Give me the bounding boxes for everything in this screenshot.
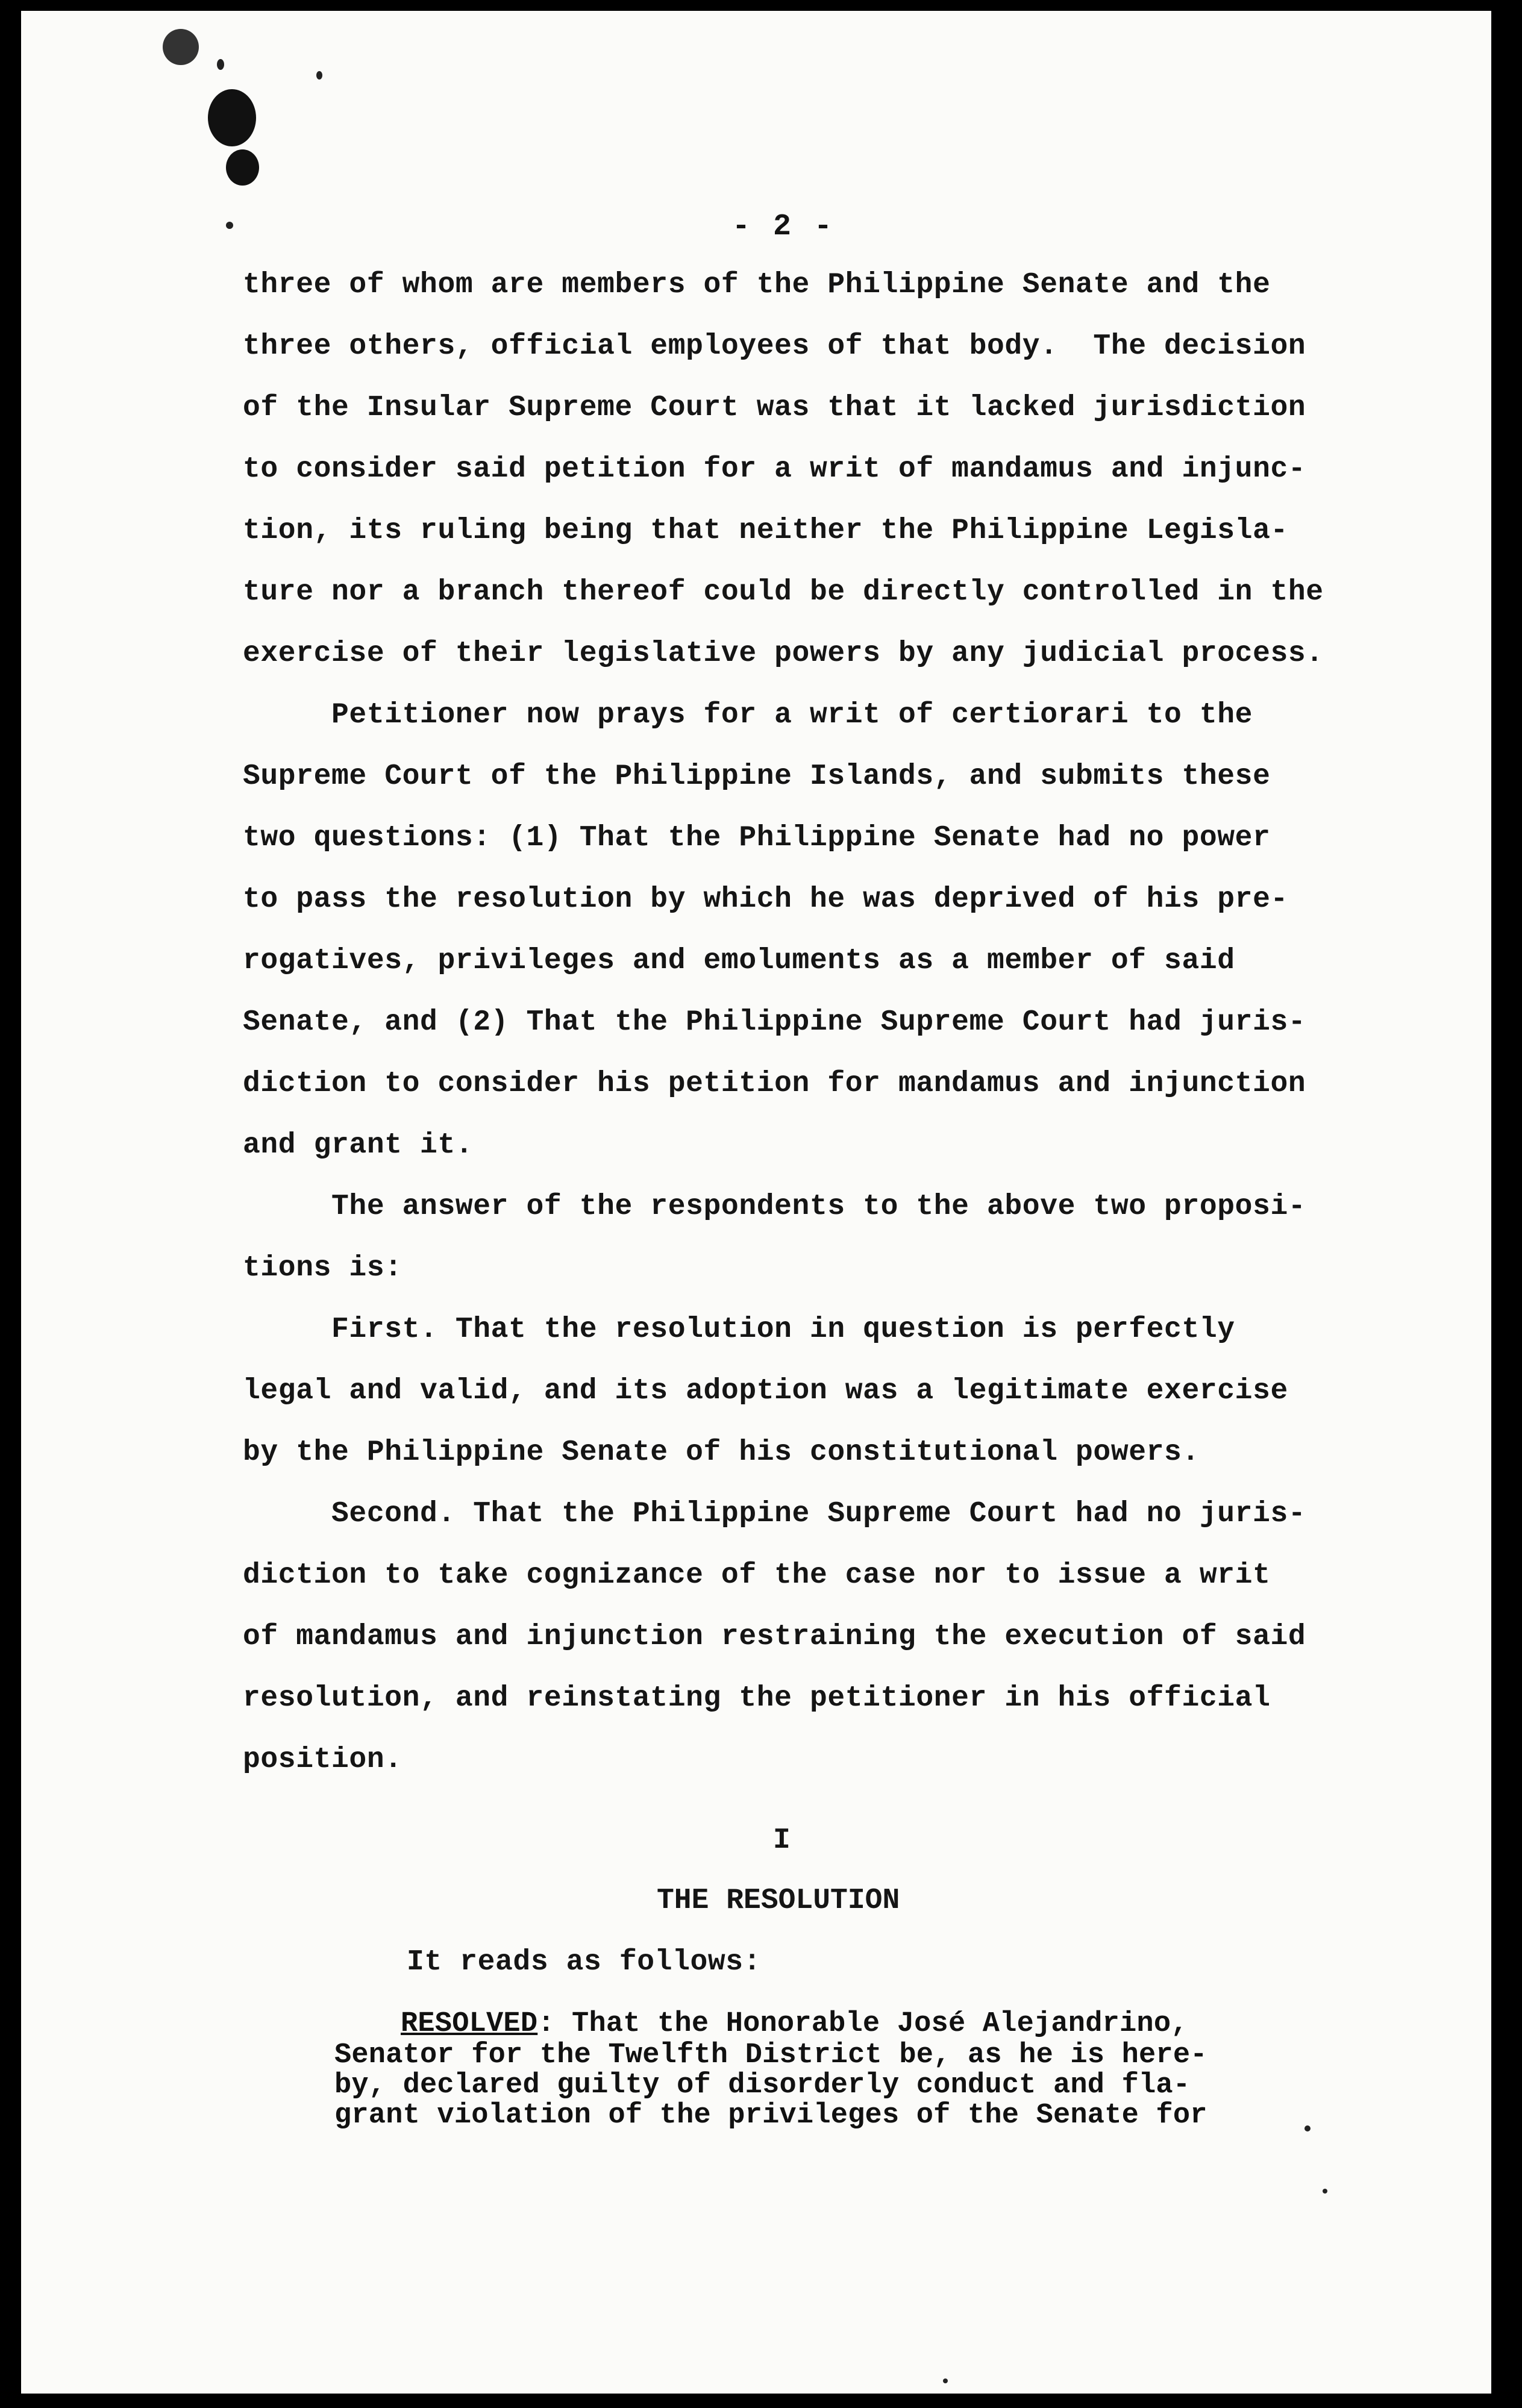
text-line: tions is:: [243, 1252, 402, 1284]
text-line: First. That the resolution in question is perfectly: [243, 1313, 1235, 1346]
ink-speck: [1304, 2125, 1311, 2131]
document-page: [21, 11, 1491, 2394]
ink-speck: [1323, 2189, 1327, 2194]
ink-speck: [316, 71, 322, 80]
text-line: and grant it.: [243, 1129, 474, 1162]
text-line: to consider said petition for a writ of mandamus and injunc-: [243, 453, 1306, 486]
text-line: The answer of the respondents to the above two proposi-: [243, 1190, 1306, 1223]
quote-text: : That the Honorable José Alejandrino,: [537, 2008, 1188, 2040]
text-line: legal and valid, and its adoption was a legitimate exercise: [243, 1375, 1288, 1407]
intro-line: It reads as follows:: [407, 1946, 762, 1978]
text-line: Petitioner now prays for a writ of certiorari to the: [243, 699, 1253, 731]
quote-line: [401, 2010, 1188, 2038]
quote-line: grant violation of the privileges of the Senate for: [334, 2100, 1207, 2131]
text-line: Supreme Court of the Philippine Islands, and submits these: [243, 760, 1271, 793]
text-line: rogatives, privileges and emoluments as a member of said: [243, 945, 1235, 977]
text-line: Second. That the Philippine Supreme Court had no juris-: [243, 1498, 1306, 1530]
ink-speck: [943, 2378, 948, 2383]
section-title: THE RESOLUTION: [657, 1884, 900, 1917]
ink-speck: [226, 222, 233, 229]
ink-blot: [208, 89, 256, 146]
text-line: position.: [243, 1743, 402, 1776]
text-line: three others, official employees of that body. The decision: [243, 330, 1306, 363]
text-line: diction to take cognizance of the case nor to issue a writ: [243, 1559, 1271, 1592]
text-line: of mandamus and injunction restraining the execution of said: [243, 1621, 1306, 1653]
text-line: tion, its ruling being that neither the Philippine Legisla-: [243, 514, 1288, 547]
page-number: - 2 -: [732, 210, 835, 244]
text-line: resolution, and reinstating the petitioner in his official: [243, 1682, 1271, 1715]
text-line: diction to consider his petition for mandamus and injunction: [243, 1068, 1306, 1100]
ink-blot: [163, 29, 199, 65]
text-line: to pass the resolution by which he was deprived of his pre-: [243, 883, 1288, 916]
text-line: by the Philippine Senate of his constitutional powers.: [243, 1436, 1200, 1469]
ink-blot: [226, 149, 259, 186]
quote-line: Senator for the Twelfth District be, as he is here-: [334, 2039, 1207, 2071]
text-line: exercise of their legislative powers by any judicial process.: [243, 637, 1324, 670]
text-line: of the Insular Supreme Court was that it lacked jurisdiction: [243, 392, 1306, 424]
ink-speck: [217, 59, 224, 70]
resolved-label: RESOLVED: [401, 2008, 538, 2040]
text-line: two questions: (1) That the Philippine Senate had no power: [243, 822, 1271, 854]
scan-border: [1491, 0, 1522, 2408]
text-line: ture nor a branch thereof could be directly controlled in the: [243, 576, 1324, 608]
section-numeral: I: [773, 1824, 791, 1857]
text-line: three of whom are members of the Philippine Senate and the: [243, 269, 1271, 301]
quote-line: by, declared guilty of disorderly conduct and fla-: [334, 2069, 1191, 2101]
text-line: Senate, and (2) That the Philippine Supreme Court had juris-: [243, 1006, 1306, 1039]
